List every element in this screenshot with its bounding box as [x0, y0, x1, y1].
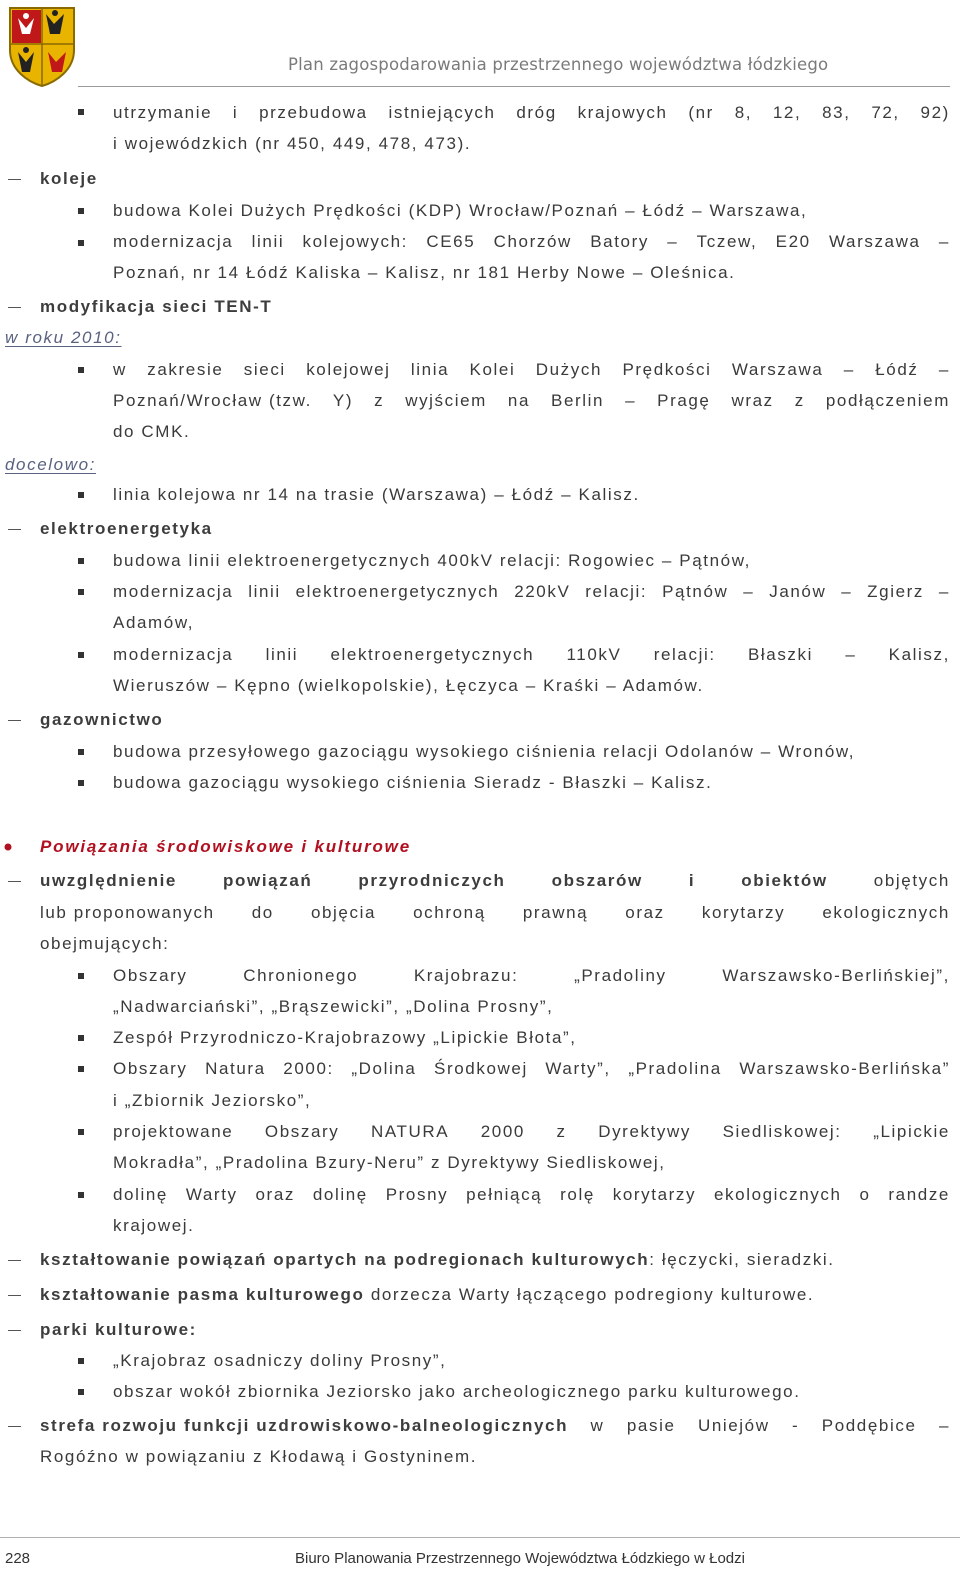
bullet-square: [78, 780, 84, 786]
gas-item-1: budowa przesyłowego gazociągu wysokiego ciśnienia relacji Odolanów – Wronów,: [113, 742, 856, 761]
dash-marker: [8, 529, 21, 530]
env-p1-line3: obejmujących:: [40, 934, 170, 953]
env-item-3-line1: Obszary Natura 2000: „Dolina Środkowej Warty”, „Pradolina Warszawsko-Berlińska”: [113, 1059, 950, 1078]
bullet-square: [78, 973, 84, 979]
env-p5-line1: strefa rozwoju funkcji uzdrowiskowo-balneologicznych w pasie Uniejów - Poddębice –: [40, 1416, 950, 1435]
dash-marker: [8, 1260, 21, 1261]
bullet-square: [78, 1035, 84, 1041]
bullet-square: [78, 1192, 84, 1198]
bullet-square: [78, 240, 84, 246]
power-title: elektroenergetyka: [40, 519, 213, 538]
page-number: 228: [5, 1550, 31, 1567]
target-item: linia kolejowa nr 14 na trasie (Warszawa) – Łódź – Kalisz.: [113, 485, 640, 504]
coat-of-arms-emblem: [6, 4, 78, 88]
env-p5-line2: Rogóźno w powiązaniu z Kłodawą i Gostyninem.: [40, 1447, 478, 1466]
env-item-1-line2: „Nadwarciański”, „Brąszewicki”, „Dolina Prosny”,: [113, 997, 554, 1016]
round-bullet-icon: [4, 843, 12, 851]
railways-item-2-line2: Poznań, nr 14 Łódź Kaliska – Kalisz, nr 181 Herby Nowe – Oleśnica.: [113, 263, 736, 282]
env-item-5-line1: dolinę Warty oraz dolinę Prosny pełniącą rolę korytarzy ekologicznych o randze: [113, 1185, 950, 1204]
dash-marker: [8, 1426, 21, 1427]
bullet-square: [78, 367, 84, 373]
footer-divider: [0, 1537, 960, 1538]
power-item-2-line2: Adamów,: [113, 613, 195, 632]
section-label-2010: w roku 2010:: [5, 328, 122, 347]
gas-title: gazownictwo: [40, 710, 164, 729]
cultural-parks-title: parki kulturowe:: [40, 1320, 197, 1339]
env-heading: Powiązania środowiskowe i kulturowe: [40, 837, 411, 856]
env-item-1-line1: Obszary Chronionego Krajobrazu: „Pradoliny Warszawsko-Berlińskiej”,: [113, 966, 950, 985]
env-item-2: Zespół Przyrodniczo-Krajobrazowy „Lipickie Błota”,: [113, 1028, 577, 1047]
dash-marker: [8, 179, 21, 180]
power-item-3-line2: Wieruszów – Kępno (wielkopolskie), Łęczyca – Kraśki – Adamów.: [113, 676, 704, 695]
env-item-4-line2: Mokradła”, „Pradolina Bzury-Neru” z Dyrektywy Siedliskowej,: [113, 1153, 666, 1172]
env-item-3-line2: i „Zbiornik Jeziorsko”,: [113, 1091, 312, 1110]
env-p1-line2: lub proponowanych do objęcia ochroną prawną oraz korytarzy ekologicznych: [40, 903, 950, 922]
header-divider: [78, 86, 950, 87]
env-p1-line1: uwzględnienie powiązań przyrodniczych obszarów i obiektów objętych: [40, 871, 950, 890]
dash-marker: [8, 881, 21, 882]
bullet-square: [78, 208, 84, 214]
dash-marker: [8, 1295, 21, 1296]
tent-title: modyfikacja sieci TEN-T: [40, 297, 273, 316]
power-item-2-line1: modernizacja linii elektroenergetycznych 220kV relacji: Pątnów – Janów – Zgierz –: [113, 582, 950, 601]
env-p2: kształtowanie powiązań opartych na podregionach kulturowych: łęczycki, sieradzki.: [40, 1250, 835, 1269]
env-item-4-line1: projektowane Obszary NATURA 2000 z Dyrektywy Siedliskowej: „Lipickie: [113, 1122, 950, 1141]
env-item-5-line2: krajowej.: [113, 1216, 195, 1235]
bullet-square: [78, 1389, 84, 1395]
power-item-3-line1: modernizacja linii elektroenergetycznych 110kV relacji: Błaszki – Kalisz,: [113, 645, 950, 664]
bullet-square: [78, 558, 84, 564]
roads-item-line1: utrzymanie i przebudowa istniejących dróg krajowych (nr 8, 12, 83, 72, 92): [113, 103, 950, 122]
bullet-square: [78, 652, 84, 658]
bullet-square: [78, 1129, 84, 1135]
2010-item-line2: Poznań/Wrocław (tzw. Y) z wyjściem na Berlin – Pragę wraz z podłączeniem: [113, 391, 950, 410]
env-p3: kształtowanie pasma kulturowego dorzecza Warty łączącego podregiony kulturowe.: [40, 1285, 815, 1304]
railways-item-1: budowa Kolei Dużych Prędkości (KDP) Wrocław/Poznań – Łódź – Warszawa,: [113, 201, 808, 220]
roads-item-line2: i wojewódzkich (nr 450, 449, 478, 473).: [113, 134, 472, 153]
bullet-square: [78, 492, 84, 498]
bullet-square: [78, 109, 84, 115]
dash-marker: [8, 720, 21, 721]
bullet-square: [78, 589, 84, 595]
footer-office: Biuro Planowania Przestrzennego Województwa Łódzkiego w Łodzi: [295, 1550, 745, 1567]
bullet-square: [78, 1358, 84, 1364]
railways-title: koleje: [40, 169, 98, 188]
section-label-target: docelowo:: [5, 455, 96, 474]
gas-item-2: budowa gazociągu wysokiego ciśnienia Sieradz - Błaszki – Kalisz.: [113, 773, 713, 792]
cultural-parks-item-2: obszar wokół zbiornika Jeziorsko jako archeologicznego parku kulturowego.: [113, 1382, 801, 1401]
bullet-square: [78, 1066, 84, 1072]
document-title: Plan zagospodarowania przestrzennego województwa łódzkiego: [288, 55, 829, 74]
power-item-1: budowa linii elektroenergetycznych 400kV relacji: Rogowiec – Pątnów,: [113, 551, 751, 570]
dash-marker: [8, 1330, 21, 1331]
dash-marker: [8, 307, 21, 308]
railways-item-2-line1: modernizacja linii kolejowych: CE65 Chorzów Batory – Tczew, E20 Warszawa –: [113, 232, 950, 251]
2010-item-line1: w zakresie sieci kolejowej linia Kolei Dużych Prędkości Warszawa – Łódź –: [113, 360, 950, 379]
2010-item-line3: do CMK.: [113, 422, 191, 441]
bullet-square: [78, 749, 84, 755]
cultural-parks-item-1: „Krajobraz osadniczy doliny Prosny”,: [113, 1351, 447, 1370]
